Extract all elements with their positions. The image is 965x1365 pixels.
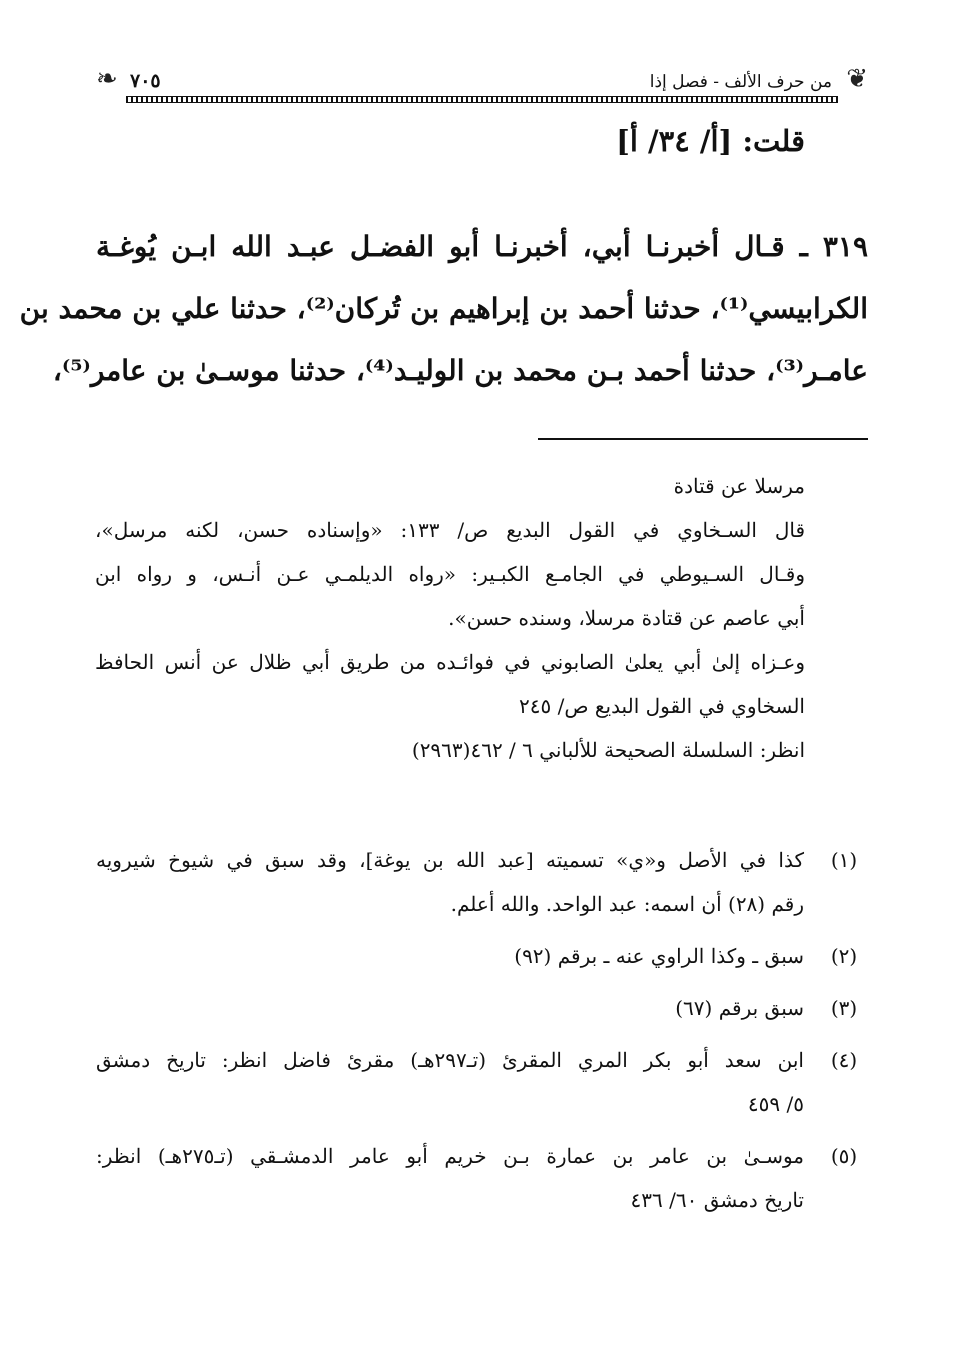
footnotes xyxy=(96,838,868,1222)
main-text-line: الكرابيسي⁽¹⁾، حدثنا أحمد بن إبراهيم بن تُركان⁽²⁾، حدثنا علي بن محمد بن xyxy=(19,292,868,325)
note-line: أبي عاصم عن قتادة مرسلا، وسنده حسن». xyxy=(448,606,805,630)
page-header xyxy=(96,62,868,104)
footnote-separator xyxy=(538,438,868,440)
main-text xyxy=(19,216,868,402)
footnote-line: كذا في الأصل و«ي» تسميته [عبد الله بن يوغة]، وقد سبق في شيوخ شيرويه xyxy=(96,848,804,872)
floral-ornament-icon: ❦ xyxy=(846,64,868,94)
footnote xyxy=(96,934,868,978)
footnote-line: ابن سعد أبو بكر المري المقرئ (تـ٢٩٧هـ) مقرئ فاضل انظر: تاريخ دمشق xyxy=(96,1048,804,1072)
footnote-line: سبق برقم (٦٧) xyxy=(675,996,804,1020)
main-text-line: عامـر⁽³⁾، حدثنا أحمد بـن محمد بن الوليـد⁽⁴⁾، حدثنا موسـیٰ بن عامر⁽⁵⁾، xyxy=(52,354,868,387)
footnote xyxy=(96,1038,868,1126)
note-line: وعـزاه إلىٰ أبي يعلىٰ الصابوني في فوائـده من طريق أبي ظلال عن أنس الحافظ xyxy=(95,650,805,674)
footnote xyxy=(96,838,868,926)
footnote xyxy=(96,1134,868,1222)
footnote-number: (٢) xyxy=(830,944,858,968)
floral-ornament-icon: ❧ xyxy=(96,64,118,94)
note-line: انظر: السلسلة الصحيحة للألباني ٦ / ٤٦٢(٢٩٦٣) xyxy=(411,738,805,762)
continued-note xyxy=(95,464,805,772)
note-line: وقـال السـيوطي في الجامـع الكبـير: «رواه الديلمـي عـن أنـس، و رواه ابن xyxy=(95,562,805,586)
header-divider xyxy=(126,96,838,103)
page-number: ٧٠٥ xyxy=(130,70,161,92)
footnote-number: (٣) xyxy=(830,996,858,1020)
footnote xyxy=(96,986,868,1030)
footnote-number: (٥) xyxy=(830,1144,858,1168)
note-line: السخاوي في القول البديع ص/ ٢٤٥ xyxy=(518,694,805,718)
footnote-line: موسـیٰ بن عامر بن عمارة بـن خريم أبو عامر الدمشـقي (تـ٢٧٥هـ) انظر: xyxy=(96,1144,804,1168)
main-text-line: ٣١٩ ـ قـال أخبرنـا أبي، أخبرنـا أبو الفضـل عبـد الله ابـن يُوغـة xyxy=(96,230,868,263)
note-line: مرسلا عن قتادة xyxy=(673,474,805,498)
section-heading: قلت: [أ/ ٣٤/ أ] xyxy=(616,124,805,158)
footnote-line: سبق ـ وكذا الراوي عنه ـ برقم (٩٢) xyxy=(514,944,804,968)
note-line: قال السـخاوي في القول البديع ص/ ١٣٣: «وإسناده حسن، لكنه مرسل»، xyxy=(95,518,806,542)
footnote-line: رقم (٢٨) أن اسمه: عبد الواحد. والله أعلم. xyxy=(450,892,804,916)
footnote-number: (٤) xyxy=(830,1048,858,1072)
footnote-line: تاريخ دمشق ٦٠/ ٤٣٦ xyxy=(630,1188,804,1212)
footnote-line: ٥/ ٤٥٩ xyxy=(747,1092,804,1116)
running-title: من حرف الألف - فصل إذا xyxy=(649,72,832,92)
footnote-number: (١) xyxy=(830,848,858,872)
